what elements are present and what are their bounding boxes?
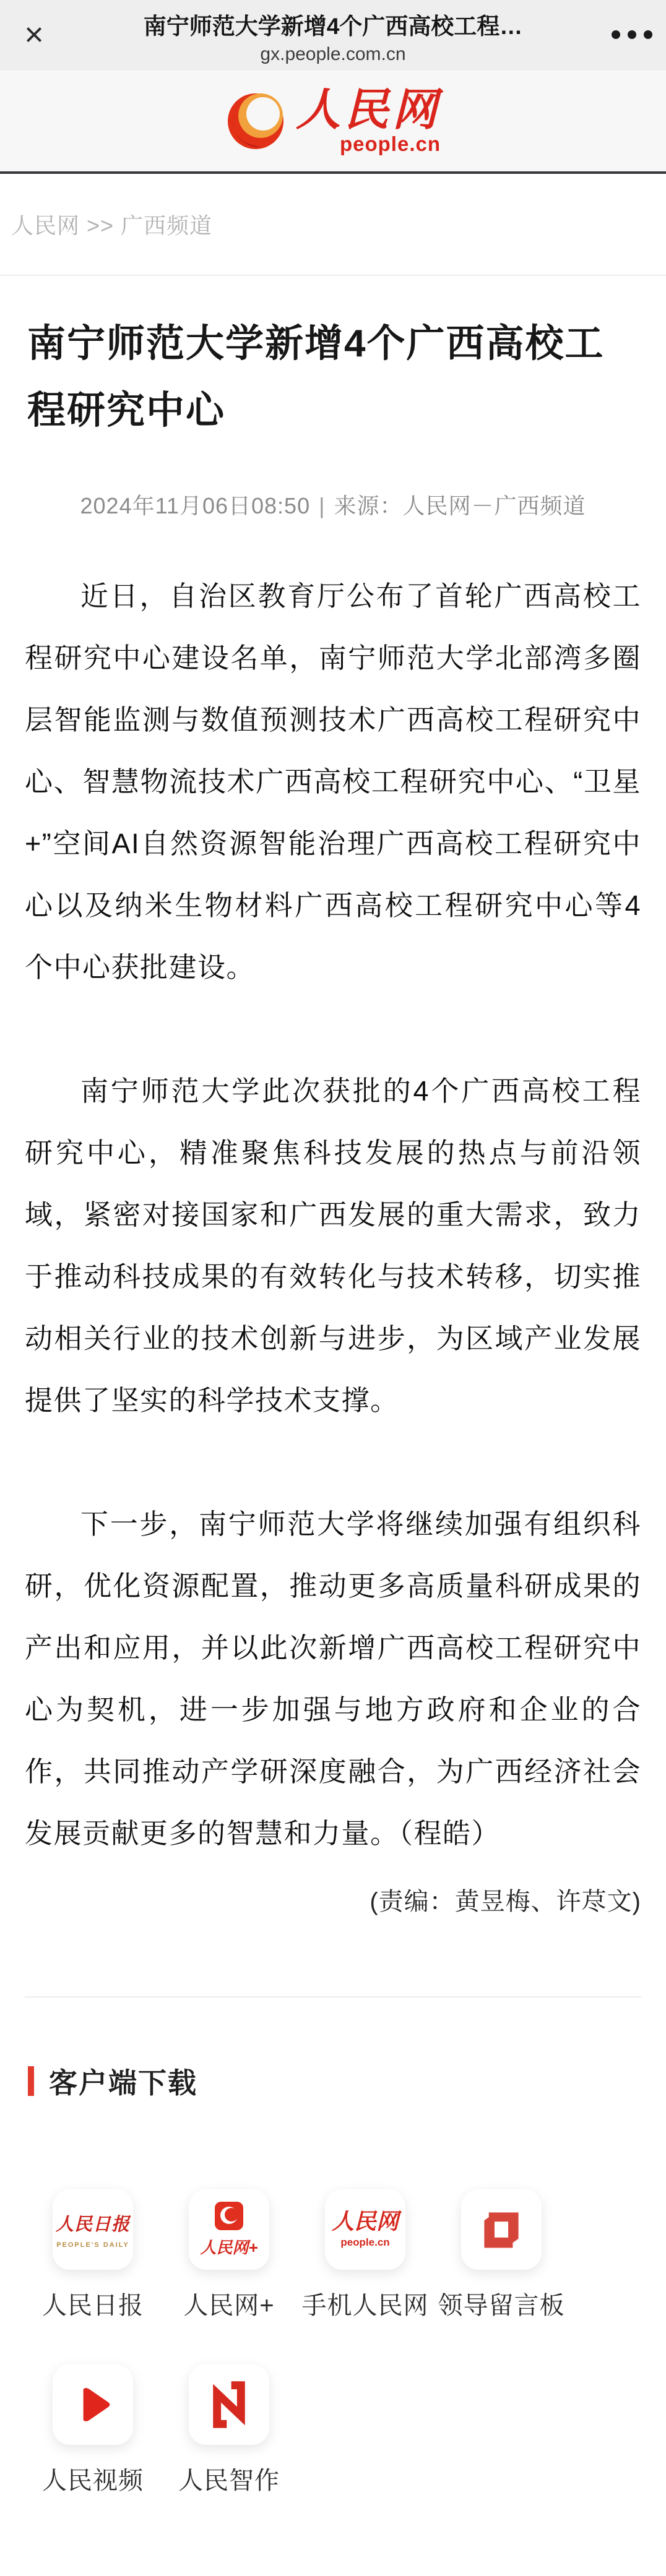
- mobile-peoplecn-app-icon[interactable]: [325, 2189, 405, 2270]
- logo-en-text: people.cn: [339, 132, 441, 155]
- more-menu-dot: [644, 30, 652, 39]
- article: [0, 311, 666, 1917]
- people-daily-app-icon[interactable]: [53, 2189, 133, 2270]
- app-label: 人民视频: [42, 2467, 144, 2494]
- app-leader-message-board[interactable]: [433, 2189, 569, 2321]
- app-peoplecn-plus[interactable]: [161, 2189, 297, 2321]
- logo-cn-text: 人民网: [295, 85, 441, 135]
- app-people-video[interactable]: [25, 2364, 161, 2496]
- app-people-zhizuo[interactable]: [161, 2364, 297, 2496]
- app-label: 人民网+: [183, 2292, 275, 2319]
- mobile-peoplecn-icon-en: people.cn: [340, 2236, 390, 2248]
- page-title-truncated: 南宁师范大学新增4个广西高校工程…: [143, 13, 523, 39]
- more-menu-dot: [628, 30, 636, 39]
- article-source[interactable]: 来源：人民网－广西频道: [334, 493, 586, 518]
- app-label: 人民智作: [178, 2467, 280, 2494]
- app-mobile-peoplecn[interactable]: [297, 2189, 433, 2321]
- article-paragraph: 南宁师范大学此次获批的4个广西高校工程研究中心，精准聚焦科技发展的热点与前沿领域，紧密对接国家和广西发展的重大需求，致力于推动科技成果的有效转化与技术转移，切实推动相关行业的技术创新与进步，为区域产业发展提供了坚实的科学技术支撑。: [25, 1075, 641, 1416]
- zhizuo-n-icon: [201, 2376, 257, 2433]
- article-meta: [25, 492, 641, 520]
- download-section-title: 客户端下载: [49, 2067, 197, 2099]
- people-zhizuo-app-icon[interactable]: [189, 2364, 269, 2445]
- leader-message-board-app-icon[interactable]: [461, 2189, 542, 2270]
- people-daily-icon-cn: 人民日报: [55, 2215, 130, 2235]
- more-menu-icon[interactable]: [612, 30, 652, 39]
- browser-top-bar: [0, 0, 666, 70]
- article-date: 2024年11月06日08:50: [80, 493, 311, 518]
- people-daily-icon-en: PEOPLE'S DAILY: [56, 2241, 129, 2249]
- peoplecn-plus-app-icon[interactable]: [189, 2189, 269, 2270]
- mobile-peoplecn-icon-cn: 人民网: [331, 2209, 399, 2234]
- app-people-daily[interactable]: [25, 2189, 161, 2321]
- close-icon[interactable]: ×: [24, 16, 44, 53]
- editor-note: (责编：黄昱梅、许荩文): [370, 1888, 641, 1915]
- app-label: 领导留言板: [438, 2292, 565, 2319]
- breadcrumb[interactable]: 人民网 >> 广西频道: [11, 213, 213, 238]
- message-board-frame-icon: [473, 2201, 530, 2258]
- app-download-grid: [0, 2189, 594, 2540]
- section-divider: [25, 1996, 641, 1998]
- more-menu-dot: [612, 30, 620, 39]
- peoplecn-plus-swirl-icon: [215, 2202, 243, 2230]
- peoplecn-logo[interactable]: [225, 85, 441, 155]
- peoplecn-plus-icon-text: 人民网+: [200, 2238, 258, 2257]
- page-url: gx.people.com.cn: [260, 44, 406, 65]
- download-section-header: [28, 2061, 666, 2102]
- app-label: 人民日报: [42, 2292, 144, 2319]
- article-title: 南宁师范大学新增4个广西高校工程研究中心: [27, 322, 605, 432]
- section-marker-bar: [28, 2066, 34, 2096]
- article-body: [25, 565, 641, 1865]
- app-label: 手机人民网: [301, 2292, 429, 2319]
- play-triangle-icon: [63, 2375, 123, 2434]
- breadcrumb-row: [0, 174, 666, 276]
- people-video-app-icon[interactable]: [53, 2364, 133, 2445]
- site-masthead: [0, 70, 666, 174]
- peoplecn-swirl-icon: [225, 90, 287, 152]
- article-paragraph: 下一步，南宁师范大学将继续加强有组织科研，优化资源配置，推动更多高质量科研成果的产出和应用，并以此次新增广西高校工程研究中心为契机，进一步加强与地方政府和企业的合作，共同推动产学研深度融合，为广西经济社会发展贡献更多的智慧和力量。（程皓）: [25, 1508, 641, 1849]
- meta-divider: |: [319, 493, 326, 518]
- article-paragraph: 近日，自治区教育厅公布了首轮广西高校工程研究中心建设名单，南宁师范大学北部湾多圈层智能监测与数值预测技术广西高校工程研究中心、智慧物流技术广西高校工程研究中心、“卫星+”空间AI自然资源智能治理广西高校工程研究中心以及纳米生物材料广西高校工程研究中心等4个中心获批建设。: [25, 580, 641, 983]
